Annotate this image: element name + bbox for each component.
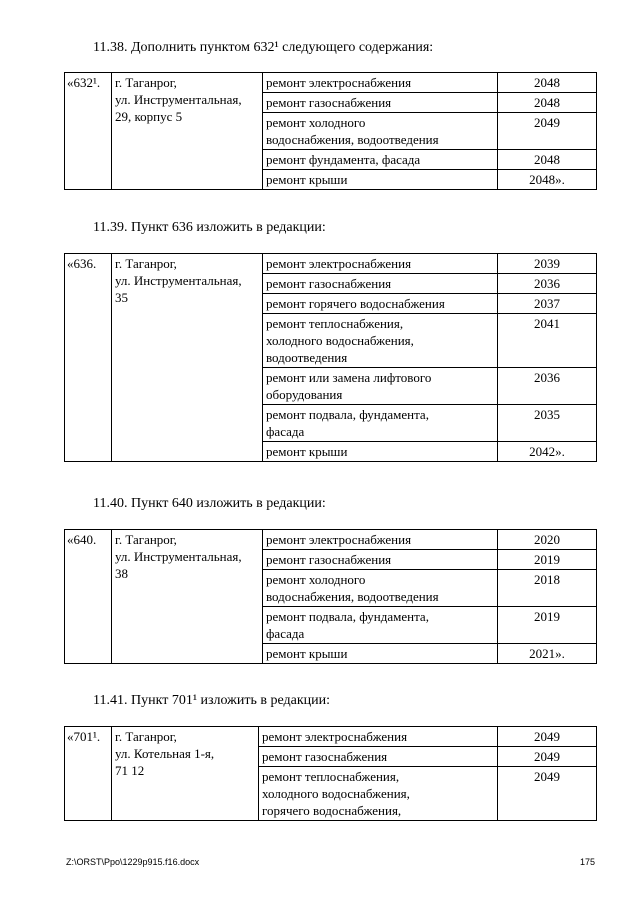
- year-cell: 2019: [498, 550, 597, 570]
- work-type-line: ремонт крыши: [266, 172, 348, 187]
- work-type-line: ремонт газоснабжения: [266, 276, 392, 291]
- work-type-line: ремонт теплоснабжения,: [262, 769, 400, 784]
- work-type-line: водоснабжения, водоотведения: [266, 589, 439, 604]
- footer-page-number: 175: [580, 857, 596, 867]
- year-cell: 2049: [498, 767, 597, 821]
- section-table-2: [64, 253, 597, 462]
- address-line: ул. Инструментальная,: [115, 273, 242, 288]
- work-type-line: фасада: [266, 626, 305, 641]
- year-cell: 2042».: [498, 442, 597, 462]
- work-type-cell: [263, 113, 498, 150]
- year-cell: 2048: [498, 73, 597, 93]
- address-cell: [112, 254, 263, 462]
- address-line: ул. Инструментальная,: [115, 92, 242, 107]
- work-type-line: ремонт крыши: [266, 444, 348, 459]
- year-cell: 2035: [498, 405, 597, 442]
- section-table-3: [64, 529, 597, 664]
- work-type-line: ремонт электроснабжения: [266, 256, 412, 271]
- work-type-line: ремонт крыши: [266, 646, 348, 661]
- table-row: [65, 727, 597, 747]
- address-cell: [112, 73, 263, 190]
- year-cell: 2049: [498, 727, 597, 747]
- work-type-line: ремонт газоснабжения: [262, 749, 388, 764]
- address-line: г. Таганрог,: [115, 75, 177, 90]
- work-type-cell: [263, 170, 498, 190]
- work-type-cell: [259, 727, 498, 747]
- address-line: г. Таганрог,: [115, 256, 177, 271]
- work-type-line: фасада: [266, 424, 305, 439]
- work-type-cell: [263, 73, 498, 93]
- item-number: «632¹.: [65, 73, 112, 190]
- work-type-line: холодного водоснабжения,: [262, 786, 410, 801]
- year-cell: 2049: [498, 747, 597, 767]
- work-type-cell: [263, 570, 498, 607]
- address-line: 38: [115, 566, 128, 581]
- work-type-cell: [263, 93, 498, 113]
- work-type-line: оборудования: [266, 387, 343, 402]
- work-type-line: ремонт газоснабжения: [266, 95, 392, 110]
- year-cell: 2037: [498, 294, 597, 314]
- work-type-cell: [263, 530, 498, 550]
- work-type-cell: [263, 550, 498, 570]
- work-type-cell: [263, 405, 498, 442]
- section-heading-2: 11.39. Пункт 636 изложить в редакции:: [93, 220, 326, 235]
- work-type-line: ремонт газоснабжения: [266, 552, 392, 567]
- table-row: [65, 73, 597, 93]
- year-cell: 2018: [498, 570, 597, 607]
- work-type-line: горячего водоснабжения,: [262, 803, 402, 818]
- work-type-line: ремонт электроснабжения: [262, 729, 408, 744]
- item-number: «636.: [65, 254, 112, 462]
- work-type-cell: [263, 254, 498, 274]
- address-line: 35: [115, 290, 128, 305]
- year-cell: 2048: [498, 150, 597, 170]
- work-type-line: ремонт холодного: [266, 572, 366, 587]
- year-cell: 2048».: [498, 170, 597, 190]
- work-type-line: ремонт теплоснабжения,: [266, 316, 404, 331]
- address-line: г. Таганрог,: [115, 729, 177, 744]
- work-type-cell: [263, 644, 498, 664]
- table-row: [65, 530, 597, 550]
- section-heading-3: 11.40. Пункт 640 изложить в редакции:: [93, 496, 326, 511]
- work-type-cell: [259, 747, 498, 767]
- year-cell: 2020: [498, 530, 597, 550]
- address-line: г. Таганрог,: [115, 532, 177, 547]
- work-type-line: ремонт холодного: [266, 115, 366, 130]
- year-cell: 2019: [498, 607, 597, 644]
- address-line: 29, корпус 5: [115, 109, 183, 124]
- year-cell: 2039: [498, 254, 597, 274]
- address-line: 71 12: [115, 763, 145, 778]
- section-heading-4: 11.41. Пункт 701¹ изложить в редакции:: [93, 693, 330, 708]
- work-type-cell: [263, 607, 498, 644]
- year-cell: 2048: [498, 93, 597, 113]
- table-row: [65, 254, 597, 274]
- work-type-line: ремонт горячего водоснабжения: [266, 296, 445, 311]
- work-type-line: ремонт или замена лифтового: [266, 370, 432, 385]
- work-type-line: водоснабжения, водоотведения: [266, 132, 439, 147]
- work-type-line: ремонт подвала, фундамента,: [266, 609, 429, 624]
- section-table-1: [64, 72, 597, 190]
- item-number: «640.: [65, 530, 112, 664]
- address-line: ул. Котельная 1-я,: [115, 746, 215, 761]
- work-type-cell: [263, 274, 498, 294]
- work-type-cell: [263, 442, 498, 462]
- work-type-cell: [263, 294, 498, 314]
- work-type-line: ремонт электроснабжения: [266, 75, 412, 90]
- year-cell: 2036: [498, 368, 597, 405]
- work-type-line: ремонт подвала, фундамента,: [266, 407, 429, 422]
- address-cell: [112, 530, 263, 664]
- work-type-cell: [263, 368, 498, 405]
- work-type-cell: [263, 314, 498, 368]
- work-type-cell: [259, 767, 498, 821]
- year-cell: 2041: [498, 314, 597, 368]
- section-table-4: [64, 726, 597, 821]
- footer-file-path: Z:\ORST\Ppo\1229p915.f16.docx: [66, 857, 200, 867]
- work-type-cell: [263, 150, 498, 170]
- work-type-line: водоотведения: [266, 350, 348, 365]
- section-heading-1: 11.38. Дополнить пунктом 632¹ следующего содержания:: [93, 40, 434, 55]
- work-type-line: ремонт электроснабжения: [266, 532, 412, 547]
- item-number: «701¹.: [65, 727, 112, 821]
- address-cell: [112, 727, 259, 821]
- year-cell: 2049: [498, 113, 597, 150]
- address-line: ул. Инструментальная,: [115, 549, 242, 564]
- year-cell: 2021».: [498, 644, 597, 664]
- year-cell: 2036: [498, 274, 597, 294]
- work-type-line: холодного водоснабжения,: [266, 333, 414, 348]
- work-type-line: ремонт фундамента, фасада: [266, 152, 421, 167]
